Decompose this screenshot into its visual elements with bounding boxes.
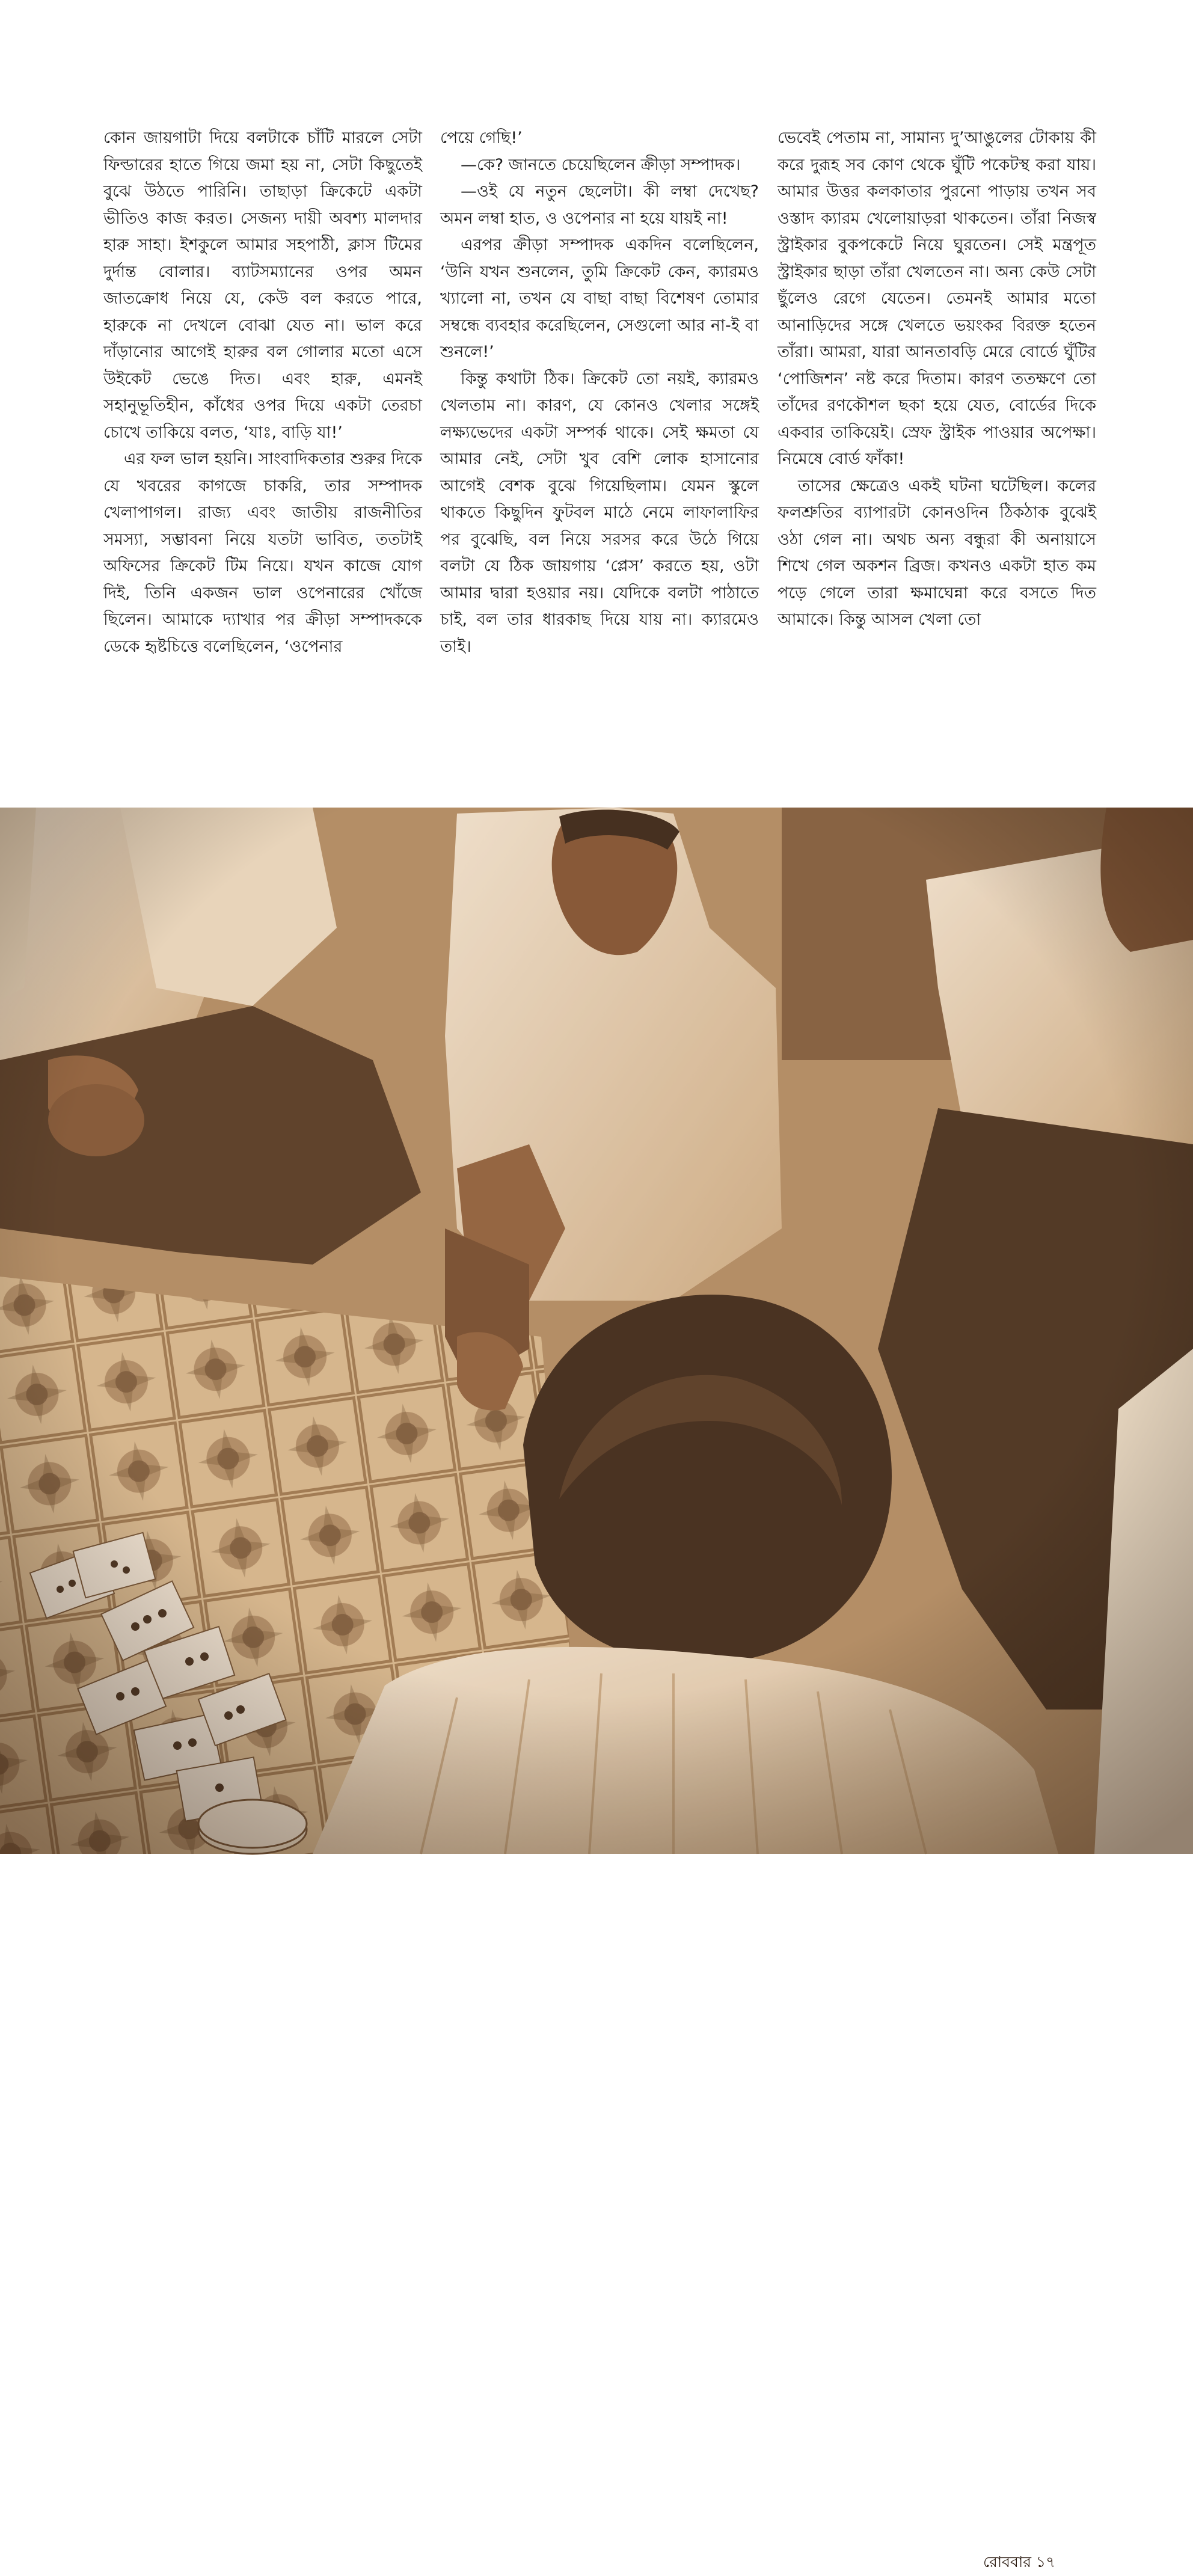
text-column-2 — [440, 125, 759, 660]
text-column-1 — [103, 125, 422, 660]
paragraph: এর ফল ভাল হয়নি। সাংবাদিকতার শুরুর দিকে যে খবরের কাগজে চাকরি, তার সম্পাদক খেলাপাগল। রাজ্য এবং জাতীয় রাজনীতির সমস্যা, সম্ভাবনা নিয়ে যতটা ভাবিত, ততটাই অফিসের ক্রিকেট টিম নিয়ে। যখন কাজে যোগ দিই, তিনি একজন ভাল ওপেনারের খোঁজে ছিলেন। আমাকে দ্যাখার পর ক্রীড়া সম্পাদককে ডেকে হৃষ্টচিত্তে বলেছিলেন, ‘ওপেনার — [103, 450, 422, 656]
text-column-3 — [777, 125, 1096, 634]
paragraph: কোন জায়গাটা দিয়ে বলটাকে চাঁটি মারলে সেটা ফিল্ডারের হাতে গিয়ে জমা হয় না, সেটা কিছুতেই বুঝে উঠতে পারিনি। তাছাড়া ক্রিকেটে একটা ভীতিও কাজ করত। সেজন্য দায়ী অবশ্য মালদার হারু সাহা। ইশকুলে আমার সহপাঠী, ক্লাস টিমের দুর্দান্ত বোলার। ব্যাটসম্যানের ওপর অমন জাতক্রোধ নিয়ে যে, কেউ বল করতে পারে, হারুকে না দেখলে বোঝা যেত না। ভাল করে দাঁড়ানোর আগেই হারুর বল গোলার মতো এসে উইকেট ভেঙে দিত। এবং হারু, এমনই সহানুভূতিহীন, কাঁধের ওপর দিয়ে একটা তেরচা চোখে তাকিয়ে বলত, ‘যাঃ, বাড়ি যা!’ — [103, 129, 422, 442]
page-footer: রোববার ১৭ — [983, 2553, 1056, 2571]
paragraph: কিন্তু কথাটা ঠিক। ক্রিকেট তো নয়ই, ক্যারমও খেলতাম না। কারণ, যে কোনও খেলার সঙ্গেই লক্ষ্যভেদের একটা সম্পর্ক থাকে। সেই ক্ষমতা যে আমার নেই, সেটা খুব বেশি লোক হাসানোর আগেই বেশক বুঝে গিয়েছিলাম। যেমন স্কুলে থাকতে কিছুদিন ফুটবল মাঠে নেমে লাফালাফির পর বুঝেছি, বল নিয়ে সরসর করে উঠে গিয়ে বলটা যে ঠিক জায়গায় ‘প্লেস’ করতে হয়, ওটা আমার দ্বারা হওয়ার নয়। যেদিকে বলটা পাঠাতে চাই, বল তার ধারকাছ দিয়ে যায় না। ক্যারমেও তাই। — [440, 369, 759, 656]
paragraph: পেয়ে গেছি!’ — [440, 129, 523, 147]
paragraph: ভেবেই পেতাম না, সামান্য দু’আঙুলের টোকায় কী করে দুরূহ সব কোণ থেকে ঘুঁটি পকেটস্থ করা যায়। আমার উত্তর কলকাতার পুরনো পাড়ায় তখন সব ওস্তাদ ক্যারম খেলোয়াড়রা থাকতেন। তাঁরা নিজস্ব স্ট্রাইকার বুকপকেটে নিয়ে ঘুরতেন। সেই মন্ত্রপূত স্ট্রাইকার ছাড়া তাঁরা খেলতেন না। অন্য কেউ সেটা ছুঁলেও রেগে যেতেন। তেমনই আমার মতো আনাড়িদের সঙ্গে খেলতে ভয়ংকর বিরক্ত হতেন তাঁরা। আমরা, যারা আনতাবড়ি মেরে বোর্ডে ঘুঁটির ‘পোজিশন’ নষ্ট করে দিতাম। কারণ ততক্ষণে তো তাঁদের রণকৌশল ছকা হয়ে যেত, বোর্ডের দিকে একবার তাকিয়েই। স্রেফ স্ট্রাইক পাওয়ার অপেক্ষা। নিমেষে বোর্ড ফাঁকা! — [777, 129, 1096, 468]
card-game-photo — [0, 808, 1193, 2571]
paragraph: —কে? জানতে চেয়েছিলেন ক্রীড়া সম্পাদক। — [461, 155, 741, 174]
paragraph: এরপর ক্রীড়া সম্পাদক একদিন বলেছিলেন, ‘উনি যখন শুনলেন, তুমি ক্রিকেট কেন, ক্যারমও খ্যালো না, তখন যে বাছা বাছা বিশেষণ তোমার সম্বন্ধে ব্যবহার করেছিলেন, সেগুলো আর না-ই বা শুনলে!’ — [440, 236, 759, 361]
paragraph: তাসের ক্ষেত্রেও একই ঘটনা ঘটেছিল। কলের ফলশ্রুতির ব্যাপারটা কোনওদিন ঠিকঠাক বুঝেই ওঠা গেল না। অথচ অন্য বন্ধুরা কী অনায়াসে শিখে গেল অকশন ব্রিজ। কখনও একটা হাত কম পড়ে গেলে তারা ক্ষমাঘেন্না করে বসতে দিত আমাকে। কিন্তু আসল খেলা তো — [777, 476, 1096, 629]
paragraph: —ওই যে নতুন ছেলেটা। কী লম্বা দেখেছ? অমন লম্বা হাত, ও ওপেনার না হয়ে যায়ই না! — [440, 182, 759, 228]
